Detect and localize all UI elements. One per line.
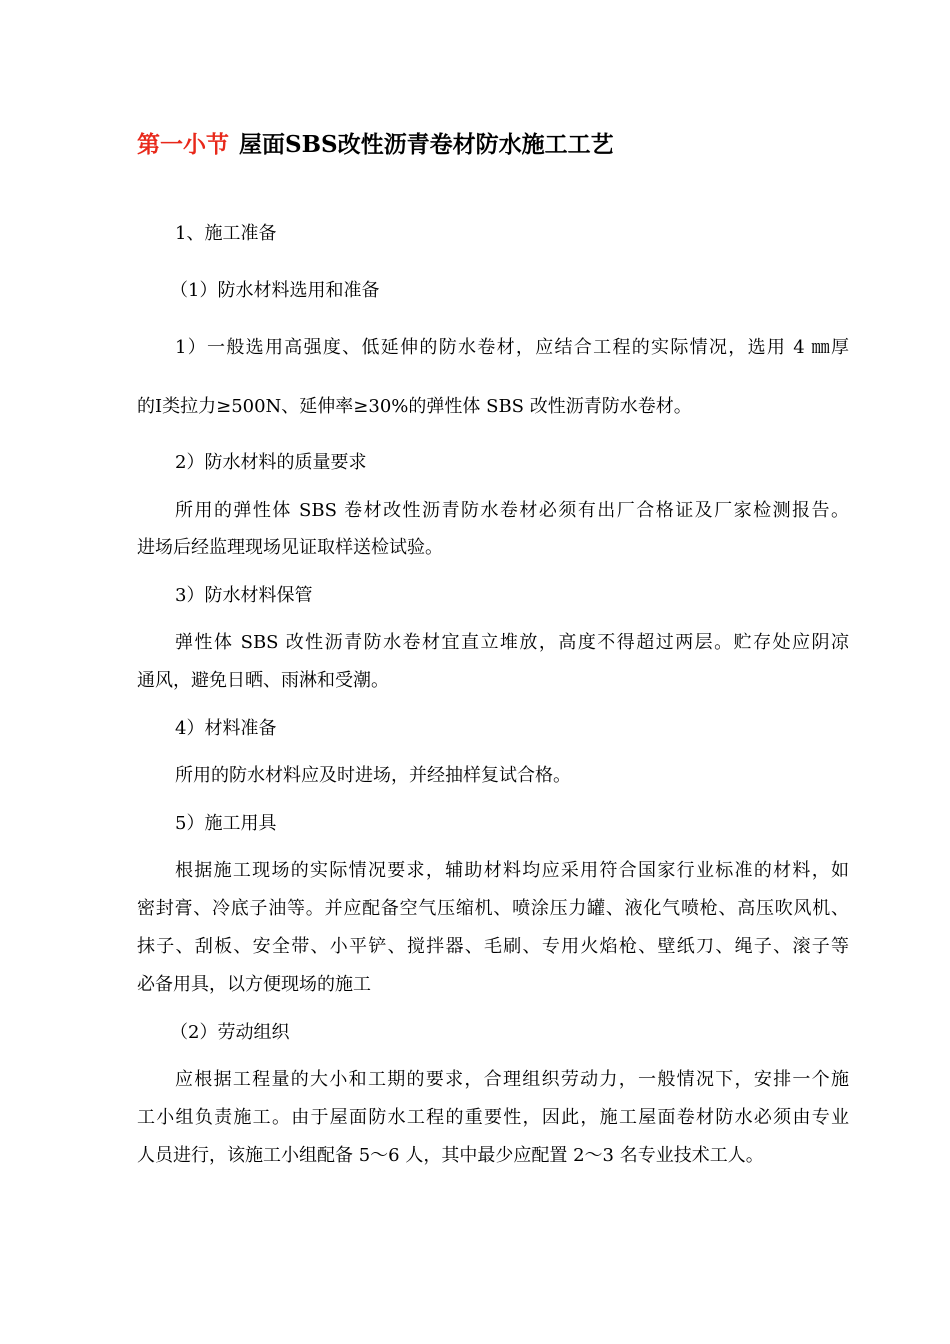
paragraph-line: 根据施工现场的实际情况要求，辅助材料均应采用符合国家行业标准的材料，如 bbox=[175, 860, 849, 881]
paragraph-line: 密封膏、冷底子油等。并应配备空气压缩机、喷涂压力罐、液化气喷枪、高压吹风机、 bbox=[137, 898, 849, 919]
section-title: 屋面SBS改性沥青卷材防水施工工艺 bbox=[239, 131, 614, 158]
heading-construction-prep: 1、施工准备 bbox=[175, 223, 277, 244]
paragraph-line: 进场后经监理现场见证取样送检试验。 bbox=[137, 537, 443, 558]
item-heading: 5）施工用具 bbox=[175, 813, 277, 834]
page-title bbox=[137, 131, 614, 159]
paragraph-line: 的Ⅰ类拉力≥500N、延伸率≥30%的弹性体 SBS 改性沥青防水卷材。 bbox=[137, 396, 692, 417]
paragraph-line: 人员进行，该施工小组配备 5～6 人，其中最少应配置 2～3 名专业技术工人。 bbox=[137, 1145, 764, 1166]
paragraph-line: 应根据工程量的大小和工期的要求，合理组织劳动力，一般情况下，安排一个施 bbox=[175, 1069, 849, 1090]
item-heading: 3）防水材料保管 bbox=[175, 585, 313, 606]
subheading-material-selection: （1）防水材料选用和准备 bbox=[170, 280, 380, 301]
paragraph-line: 工小组负责施工。由于屋面防水工程的重要性，因此，施工屋面卷材防水必须由专业 bbox=[137, 1107, 849, 1128]
paragraph-line: 通风，避免日晒、雨淋和受潮。 bbox=[137, 670, 389, 691]
item-heading: 2）防水材料的质量要求 bbox=[175, 452, 367, 473]
item-heading: 4）材料准备 bbox=[175, 718, 277, 739]
paragraph-line: 1）一般选用高强度、低延伸的防水卷材，应结合工程的实际情况，选用 4 ㎜厚 bbox=[175, 337, 849, 358]
section-label: 第一小节 bbox=[137, 131, 229, 158]
paragraph-line: 弹性体 SBS 改性沥青防水卷材宜直立堆放，高度不得超过两层。贮存处应阴凉 bbox=[175, 632, 849, 653]
paragraph-line: 所用的弹性体 SBS 卷材改性沥青防水卷材必须有出厂合格证及厂家检测报告。 bbox=[175, 500, 849, 521]
paragraph-line: 抹子、刮板、安全带、小平铲、搅拌器、毛刷、专用火焰枪、壁纸刀、绳子、滚子等 bbox=[137, 936, 849, 957]
paragraph-line: 所用的防水材料应及时进场，并经抽样复试合格。 bbox=[175, 765, 571, 786]
paragraph-line: 必备用具，以方便现场的施工 bbox=[137, 974, 371, 995]
subheading-labor-organization: （2）劳动组织 bbox=[170, 1022, 290, 1043]
